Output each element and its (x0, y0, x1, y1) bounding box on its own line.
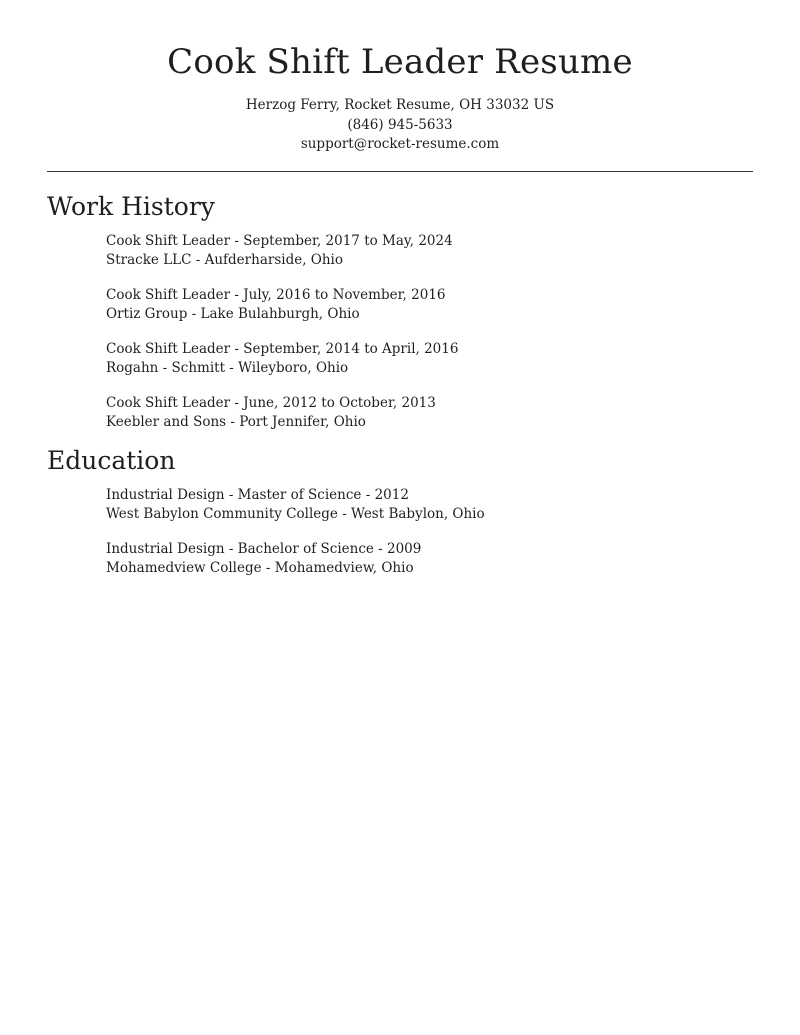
contact-email: support@rocket-resume.com (300, 136, 500, 152)
work-entry-title: Cook Shift Leader - September, 2017 to May, 2024 (106, 232, 453, 249)
work-entry-employer: Keebler and Sons - Port Jennifer, Ohio (106, 413, 366, 430)
work-entry (106, 286, 753, 324)
resume-header (47, 0, 753, 155)
education-list (47, 486, 753, 578)
work-entry (106, 340, 753, 378)
work-entry-title: Cook Shift Leader - June, 2012 to October, 2013 (106, 394, 436, 411)
header-divider (47, 171, 753, 172)
work-entry (106, 232, 753, 270)
education-entry-degree: Industrial Design - Master of Science - 2012 (106, 486, 409, 503)
work-history-heading: Work History (47, 191, 215, 221)
education-entry-degree: Industrial Design - Bachelor of Science - 2009 (106, 540, 422, 557)
contact-address: Herzog Ferry, Rocket Resume, OH 33032 US (245, 97, 555, 113)
contact-phone: (846) 945-5633 (347, 116, 453, 133)
education-entry-school: West Babylon Community College - West Babylon, Ohio (106, 505, 485, 522)
work-history-list (47, 232, 753, 432)
education-entry (106, 486, 753, 524)
education-entry-school: Mohamedview College - Mohamedview, Ohio (106, 559, 414, 576)
education-entry (106, 540, 753, 578)
work-entry-title: Cook Shift Leader - July, 2016 to November, 2016 (106, 286, 446, 303)
work-entry-employer: Rogahn - Schmitt - Wileyboro, Ohio (106, 359, 349, 376)
education-heading: Education (47, 445, 176, 475)
work-entry-employer: Stracke LLC - Aufderharside, Ohio (106, 251, 343, 268)
work-entry-employer: Ortiz Group - Lake Bulahburgh, Ohio (106, 305, 360, 322)
work-entry (106, 394, 753, 432)
work-entry-title: Cook Shift Leader - September, 2014 to April, 2016 (106, 340, 459, 357)
contact-info (47, 96, 753, 155)
page-title: Cook Shift Leader Resume (167, 42, 633, 82)
